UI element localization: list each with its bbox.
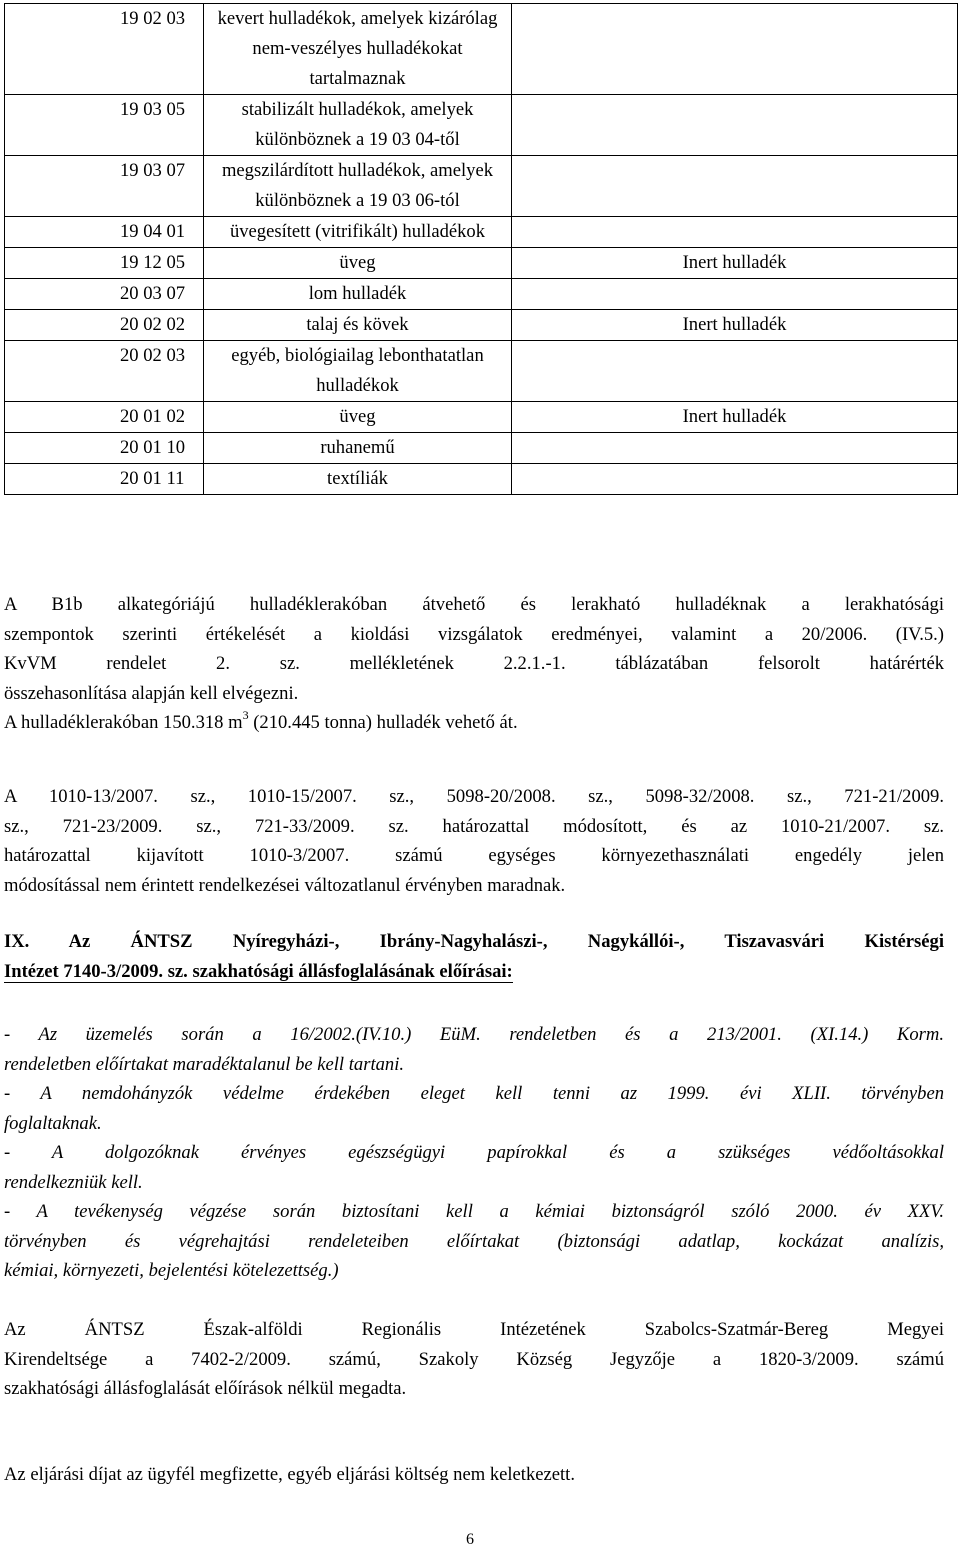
waste-code-cell: 19 03 07 [5,156,204,217]
waste-description-cell: lom hulladék [204,279,512,310]
waste-code-cell: 20 02 03 [5,341,204,402]
waste-type-cell: Inert hulladék [512,310,958,341]
table-row [5,279,958,310]
item-1-line-2: rendeletben előírtakat maradéktalanul be kell tartani. [4,1053,405,1075]
item-2-line-2: foglaltaknak. [4,1112,102,1134]
permit-line-3: határozattal kijavított 1010-3/2007. számú egységes környezethasználati engedély jelen [4,845,944,866]
waste-code-cell: 20 01 10 [5,433,204,464]
waste-code-cell: 19 12 05 [5,248,204,279]
waste-type-cell [512,464,958,495]
waste-type-cell [512,156,958,217]
item-3-line-1: - A dolgozóknak érvényes egészségügyi papírokkal és a szükséges védőoltásokkal [4,1142,944,1163]
antsz-line-3: szakhatósági állásfoglalását előírások nélkül megadta. [4,1378,407,1399]
item-2-line-1: - A nemdohányzók védelme érdekében eleget kell tenni az 1999. évi XLII. törvényben [4,1083,944,1104]
section-heading [4,927,944,987]
table-row [5,402,958,433]
waste-description-cell: kevert hulladékok, amelyek kizárólag nem-veszélyes hulladékokat tartalmaznak [204,4,512,95]
waste-code-cell: 20 02 02 [5,310,204,341]
permit-paragraph [4,782,944,900]
waste-description-cell: talaj és kövek [204,310,512,341]
item-1-line-1: - Az üzemelés során a 16/2002.(IV.10.) EüM. rendeletben és a 213/2001. (XI.14.) Korm. [4,1024,944,1045]
waste-description-cell: stabilizált hulladékok, amelyek különböznek a 19 03 04-től [204,95,512,156]
table-row [5,95,958,156]
waste-description-cell: textíliák [204,464,512,495]
waste-description-cell: ruhanemű [204,433,512,464]
antsz-line-2: Kirendeltsége a 7402-2/2009. számú, Szakoly Község Jegyzője a 1820-3/2009. számú [4,1348,944,1370]
b1b-line-3: KvVM rendelet 2. sz. mellékletének 2.2.1.-1. táblázatában felsorolt határérték [4,653,944,674]
table-row [5,464,958,495]
table-row [5,217,958,248]
waste-code-cell: 19 02 03 [5,4,204,95]
page-number: 6 [466,1531,474,1548]
permit-line-1: A 1010-13/2007. sz., 1010-15/2007. sz., 5098-20/2008. sz., 5098-32/2008. sz., 721-21/2009. [4,786,944,807]
requirements-list [4,1020,944,1286]
capacity-line [4,708,944,738]
waste-code-cell: 19 03 05 [5,95,204,156]
b1b-line-1: A B1b alkategóriájú hulladéklerakóban átvehető és lerakható hulladéknak a lerakhatósági [4,594,944,615]
heading-line-1: IX. Az ÁNTSZ Nyíregyházi-, Ibrány-Nagyhalászi-, Nagykállói-, Tiszavasvári Kistérségi [4,931,944,952]
b1b-paragraph [4,590,944,738]
item-4-line-2: törvényben és végrehajtási rendeleteiben előírtakat (biztonsági adatlap, kockázat analízis, [4,1230,944,1252]
waste-code-cell: 19 04 01 [5,217,204,248]
capacity-post: (210.445 tonna) hulladék vehető át. [248,712,518,733]
waste-description-cell: megszilárdított hulladékok, amelyek különböznek a 19 03 06-tól [204,156,512,217]
table-row [5,433,958,464]
item-4-line-3: kémiai, környezeti, bejelentési kötelezettség.) [4,1260,339,1281]
fee-paragraph [4,1460,944,1490]
item-3-line-2: rendelkezniük kell. [4,1171,143,1193]
waste-description-cell: üvegesített (vitrifikált) hulladékok [204,217,512,248]
waste-code-table [4,3,958,495]
permit-line-4: módosítással nem érintett rendelkezései változatlanul érvényben maradnak. [4,874,566,896]
table-row [5,156,958,217]
item-4-line-1: - A tevékenység végzése során biztosítani kell a kémiai biztonságról szóló 2000. év XXV. [4,1201,944,1222]
waste-type-cell: Inert hulladék [512,402,958,433]
antsz-paragraph [4,1315,944,1404]
permit-line-2: sz., 721-23/2009. sz., 721-33/2009. sz. határozattal módosított, és az 1010-21/2007. sz. [4,815,944,837]
waste-type-cell [512,279,958,310]
waste-code-cell: 20 01 02 [5,402,204,433]
waste-table-body [5,4,958,495]
capacity-sup: 3 [242,708,249,722]
table-row [5,4,958,95]
b1b-line-2: szempontok szerinti értékelését a kioldási vizsgálatok eredményei, valamint a 20/2006. (IV.5.) [4,623,944,645]
antsz-line-1: Az ÁNTSZ Észak-alföldi Regionális Intézetének Szabolcs-Szatmár-Bereg Megyei [4,1319,944,1340]
waste-type-cell: Inert hulladék [512,248,958,279]
waste-code-cell: 20 01 11 [5,464,204,495]
waste-code-cell: 20 03 07 [5,279,204,310]
waste-type-cell [512,217,958,248]
waste-type-cell [512,341,958,402]
waste-type-cell [512,95,958,156]
table-row [5,341,958,402]
fee-line: Az eljárási díjat az ügyfél megfizette, egyéb eljárási költség nem keletkezett. [4,1464,575,1485]
heading-line-2: Intézet 7140-3/2009. sz. szakhatósági állásfoglalásának előírásai: [4,961,513,982]
waste-description-cell: üveg [204,248,512,279]
table-row [5,310,958,341]
table-row [5,248,958,279]
b1b-line-4: összehasonlítása alapján kell elvégezni. [4,682,299,704]
waste-description-cell: üveg [204,402,512,433]
waste-type-cell [512,4,958,95]
capacity-pre: A hulladéklerakóban 150.318 m [4,712,243,733]
waste-description-cell: egyéb, biológiailag lebonthatatlan hulladékok [204,341,512,402]
waste-type-cell [512,433,958,464]
